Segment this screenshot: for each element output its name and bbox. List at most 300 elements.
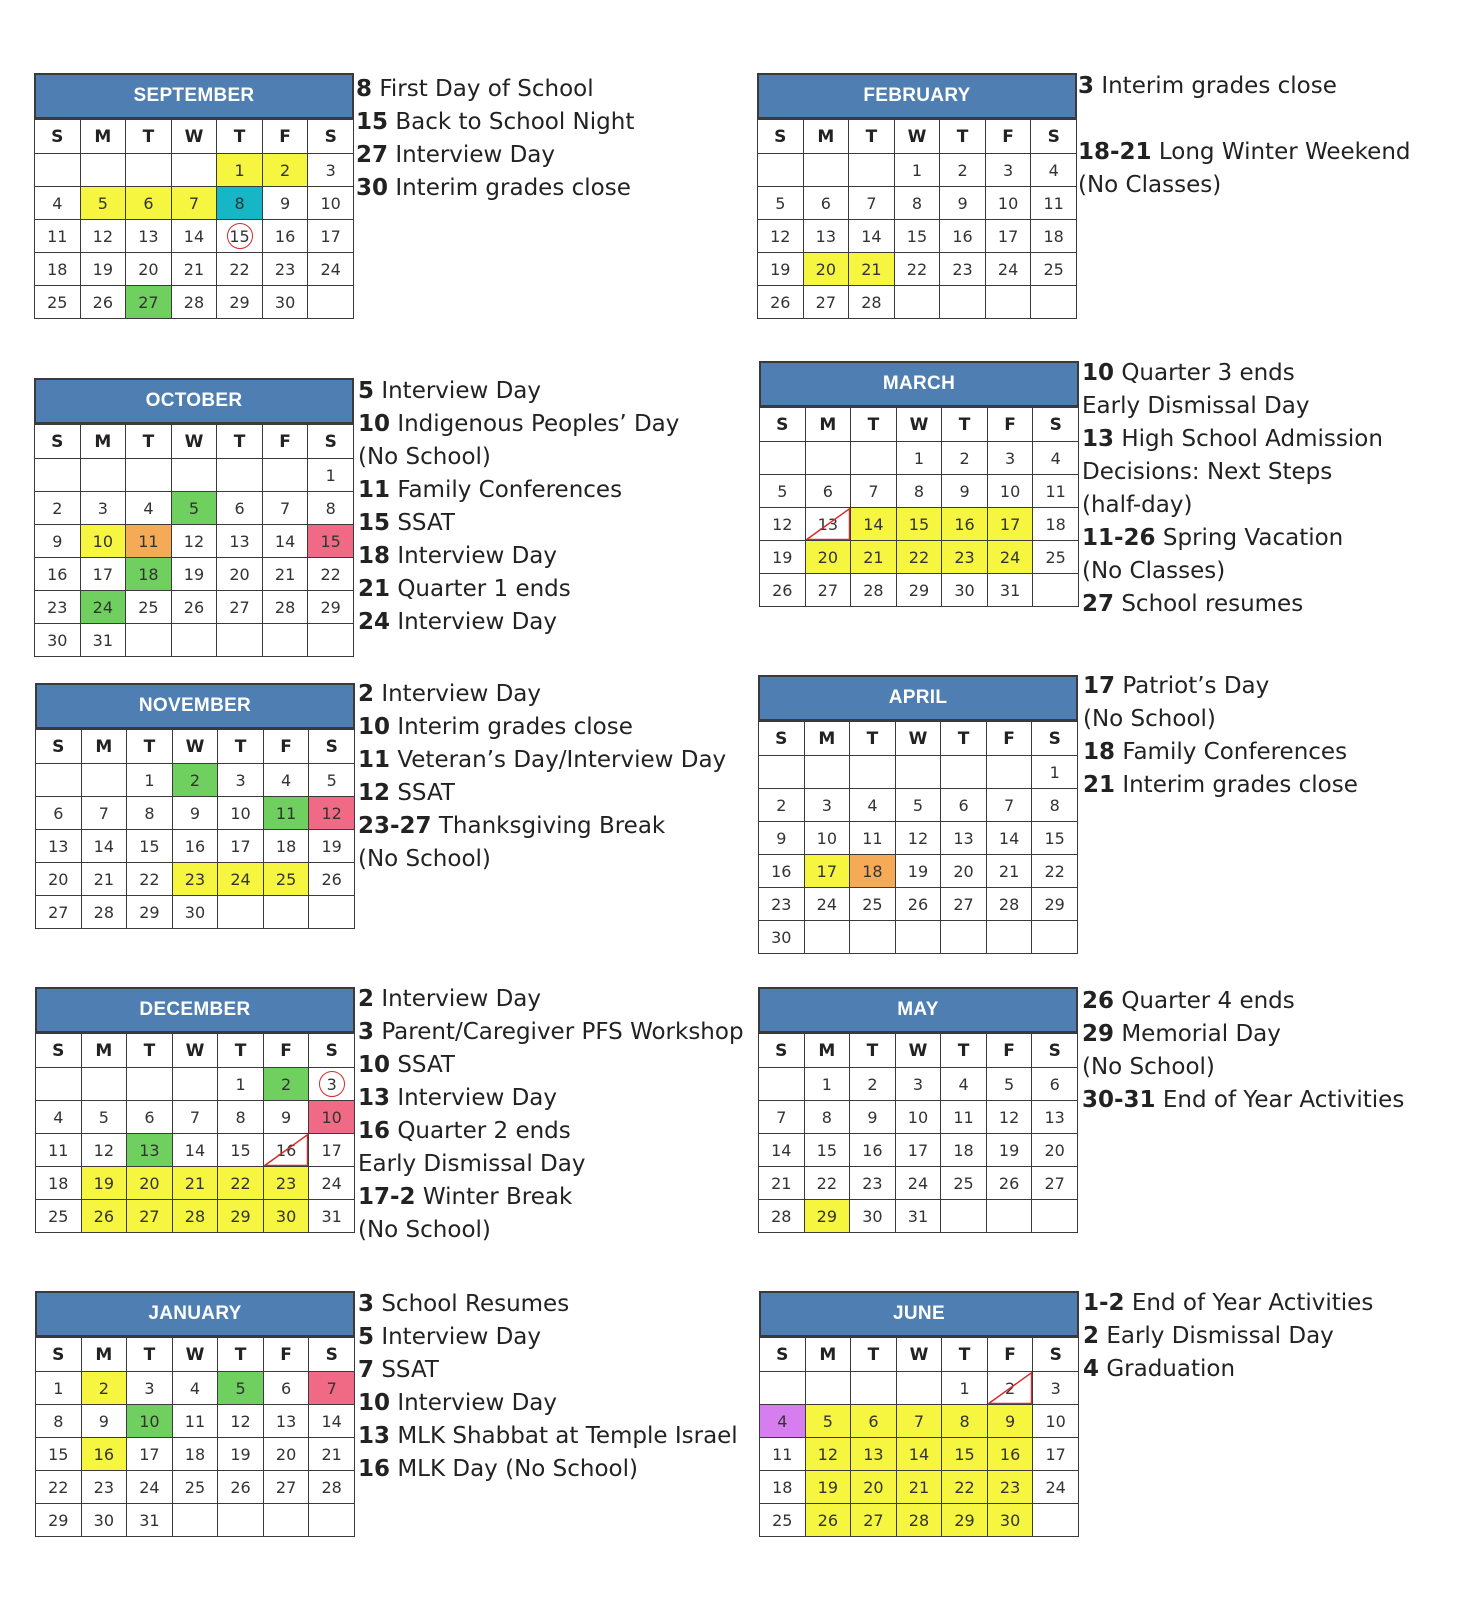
day-cell: 17	[309, 1134, 355, 1167]
event-description: MLK Shabbat at Temple Israel	[390, 1423, 738, 1449]
week-row	[36, 1504, 355, 1537]
empty-day-cell	[217, 624, 263, 657]
day-cell: 28	[849, 286, 895, 319]
day-cell: 16	[942, 508, 988, 541]
event-line	[358, 1181, 744, 1214]
event-date: 27	[1082, 591, 1115, 617]
event-line	[358, 1453, 738, 1486]
day-cell: 18	[126, 558, 172, 591]
day-cell: 2	[263, 1068, 309, 1101]
day-cell: 23	[987, 1471, 1033, 1504]
day-cell: 2	[850, 1068, 896, 1101]
weekday-header-row	[36, 1338, 355, 1372]
day-cell: 6	[803, 187, 849, 220]
event-description: School Resumes	[374, 1291, 570, 1317]
day-cell: 27	[805, 574, 851, 607]
events-november	[358, 678, 726, 876]
day-cell: 6	[851, 1405, 897, 1438]
day-cell: 30	[262, 286, 308, 319]
day-cell: 22	[894, 253, 940, 286]
week-row	[36, 1405, 355, 1438]
day-cell: 10	[804, 822, 850, 855]
event-date: 15	[356, 109, 389, 135]
empty-day-cell	[36, 764, 82, 797]
event-line	[358, 1420, 738, 1453]
event-date: 13	[358, 1085, 391, 1111]
day-cell: 19	[218, 1438, 264, 1471]
event-date: 16	[358, 1456, 391, 1482]
weekday-label: M	[804, 1034, 850, 1068]
day-cell: 11	[1033, 475, 1079, 508]
day-cell: 4	[35, 187, 81, 220]
month-title: NOVEMBER	[35, 683, 355, 729]
weekday-label: T	[127, 1034, 173, 1068]
day-cell: 26	[895, 888, 941, 921]
calendar-grid	[34, 119, 354, 319]
month-title: APRIL	[758, 675, 1078, 721]
event-date: 5	[358, 1324, 375, 1350]
week-row	[35, 624, 354, 657]
day-cell: 26	[80, 286, 126, 319]
day-cell: 14	[171, 220, 217, 253]
event-date: 10	[358, 411, 391, 437]
day-cell: 28	[309, 1471, 355, 1504]
weekday-label: T	[851, 1338, 897, 1372]
day-cell: 26	[309, 863, 355, 896]
event-date: 2	[1083, 1323, 1100, 1349]
day-cell: 21	[172, 1167, 218, 1200]
week-row	[760, 1372, 1079, 1405]
day-cell: 30	[987, 1504, 1033, 1537]
day-cell: 9	[35, 525, 81, 558]
weekday-label: F	[262, 425, 308, 459]
day-cell: 17	[985, 220, 1031, 253]
day-cell: 15	[36, 1438, 82, 1471]
day-cell: 14	[896, 1438, 942, 1471]
day-cell: 18	[850, 855, 896, 888]
month-february	[757, 73, 1077, 319]
weekday-label: W	[172, 1034, 218, 1068]
week-row	[35, 154, 354, 187]
week-row	[36, 1167, 355, 1200]
day-cell: 13	[263, 1405, 309, 1438]
event-date: 15	[358, 510, 391, 536]
day-cell: 27	[36, 896, 82, 929]
day-cell: 27	[127, 1200, 173, 1233]
event-date: 17	[1083, 673, 1116, 699]
calendar-grid	[35, 1033, 355, 1233]
weekday-label: W	[896, 1338, 942, 1372]
event-line	[358, 810, 726, 843]
day-cell: 9	[850, 1101, 896, 1134]
events-september	[356, 73, 634, 205]
day-cell: 24	[895, 1167, 941, 1200]
day-cell: 30	[81, 1504, 127, 1537]
empty-day-cell	[35, 154, 81, 187]
day-cell: 16	[759, 855, 805, 888]
event-description: End of Year Activities	[1155, 1087, 1405, 1113]
day-cell: 1	[942, 1372, 988, 1405]
day-cell: 20	[851, 1471, 897, 1504]
week-row	[758, 154, 1077, 187]
month-title: JANUARY	[35, 1291, 355, 1337]
event-line	[358, 744, 726, 777]
calendar-grid	[35, 729, 355, 929]
weekday-label: T	[217, 120, 263, 154]
day-cell: 10	[1033, 1405, 1079, 1438]
day-cell: 9	[81, 1405, 127, 1438]
day-cell: 16	[81, 1438, 127, 1471]
day-cell: 29	[308, 591, 354, 624]
weekday-label: M	[805, 408, 851, 442]
day-cell: 3	[218, 764, 264, 797]
day-cell: 22	[217, 253, 263, 286]
day-cell: 1	[804, 1068, 850, 1101]
day-cell: 3	[80, 492, 126, 525]
day-cell: 12	[758, 220, 804, 253]
weekday-header-row	[35, 425, 354, 459]
day-cell: 28	[896, 1504, 942, 1537]
weekday-label: S	[759, 1034, 805, 1068]
weekday-label: S	[759, 722, 805, 756]
day-cell: 15	[896, 508, 942, 541]
day-cell: 23	[759, 888, 805, 921]
empty-day-cell	[217, 459, 263, 492]
weekday-label: S	[35, 425, 81, 459]
day-cell: 19	[171, 558, 217, 591]
day-cell: 16	[172, 830, 218, 863]
events-january	[358, 1288, 738, 1486]
event-line	[358, 375, 679, 408]
day-cell: 23	[81, 1471, 127, 1504]
circled-day-number: 15	[227, 223, 253, 249]
week-row	[760, 1471, 1079, 1504]
empty-day-cell	[850, 756, 896, 789]
day-cell: 19	[758, 253, 804, 286]
day-cell: 21	[81, 863, 127, 896]
weekday-label: W	[172, 730, 218, 764]
event-description: (No Classes)	[1078, 172, 1222, 198]
event-date: 10	[1082, 360, 1115, 386]
event-description: Early Dismissal Day	[1082, 393, 1310, 419]
day-cell: 12	[986, 1101, 1032, 1134]
calendar-grid	[758, 721, 1078, 954]
week-row	[760, 1504, 1079, 1537]
weekday-label: M	[804, 722, 850, 756]
weekday-label: T	[850, 1034, 896, 1068]
day-cell: 4	[126, 492, 172, 525]
event-line	[1083, 769, 1358, 802]
event-date: 18	[358, 543, 391, 569]
day-cell: 30	[35, 624, 81, 657]
day-cell: 7	[309, 1372, 355, 1405]
week-row	[35, 286, 354, 319]
event-date: 2	[358, 986, 375, 1012]
day-cell: 13	[127, 1134, 173, 1167]
day-cell: 9	[940, 187, 986, 220]
day-cell: 24	[987, 541, 1033, 574]
event-line	[1082, 555, 1383, 588]
week-row	[36, 1372, 355, 1405]
event-line	[1078, 103, 1411, 136]
weekday-header-row	[35, 120, 354, 154]
day-cell: 20	[263, 1438, 309, 1471]
calendar-grid	[759, 1337, 1079, 1537]
week-row	[35, 591, 354, 624]
day-cell: 18	[760, 1471, 806, 1504]
month-january	[35, 1291, 355, 1537]
event-line	[356, 106, 634, 139]
day-cell: 18	[36, 1167, 82, 1200]
day-cell	[805, 508, 851, 541]
event-date: 2	[358, 681, 375, 707]
day-cell: 16	[987, 1438, 1033, 1471]
weekday-label: S	[1031, 120, 1077, 154]
events-april	[1083, 670, 1358, 802]
day-cell: 12	[218, 1405, 264, 1438]
day-cell: 31	[895, 1200, 941, 1233]
day-cell: 20	[805, 541, 851, 574]
event-line	[358, 777, 726, 810]
empty-day-cell	[171, 624, 217, 657]
day-cell: 4	[36, 1101, 82, 1134]
week-row	[760, 1405, 1079, 1438]
event-date: 3	[1078, 73, 1095, 99]
weekday-label: S	[1032, 1034, 1078, 1068]
event-description: Interim grades close	[388, 175, 631, 201]
empty-day-cell	[81, 764, 127, 797]
day-cell: 23	[850, 1167, 896, 1200]
event-line	[1082, 1018, 1404, 1051]
event-date: 11	[358, 477, 391, 503]
day-cell: 14	[849, 220, 895, 253]
week-row	[759, 1167, 1078, 1200]
day-cell: 16	[850, 1134, 896, 1167]
day-cell: 23	[940, 253, 986, 286]
day-cell: 26	[986, 1167, 1032, 1200]
day-cell: 19	[80, 253, 126, 286]
day-cell: 24	[804, 888, 850, 921]
day-cell	[217, 220, 263, 253]
day-cell: 13	[851, 1438, 897, 1471]
day-cell: 27	[126, 286, 172, 319]
day-cell: 25	[36, 1200, 82, 1233]
day-cell: 20	[126, 253, 172, 286]
week-row	[758, 187, 1077, 220]
event-date: 16	[358, 1118, 391, 1144]
weekday-label: S	[1032, 722, 1078, 756]
weekday-label: S	[36, 1034, 82, 1068]
day-cell: 24	[127, 1471, 173, 1504]
event-date: 7	[358, 1357, 375, 1383]
week-row	[36, 764, 355, 797]
day-cell: 11	[850, 822, 896, 855]
month-title: OCTOBER	[34, 378, 354, 424]
day-cell: 13	[217, 525, 263, 558]
weekday-label: M	[805, 1338, 851, 1372]
day-cell: 3	[895, 1068, 941, 1101]
weekday-label: T	[218, 730, 264, 764]
empty-day-cell	[804, 756, 850, 789]
weekday-header-row	[759, 722, 1078, 756]
day-cell: 22	[218, 1167, 264, 1200]
event-line	[358, 1049, 744, 1082]
event-description: Interim grades close	[1094, 73, 1337, 99]
day-cell: 2	[172, 764, 218, 797]
day-cell: 29	[1032, 888, 1078, 921]
empty-day-cell	[35, 459, 81, 492]
day-cell: 19	[309, 830, 355, 863]
week-row	[760, 442, 1079, 475]
empty-day-cell	[1031, 286, 1077, 319]
events-may	[1082, 985, 1404, 1117]
day-cell: 19	[986, 1134, 1032, 1167]
event-date: 18-21	[1078, 139, 1152, 165]
weekday-label: T	[217, 425, 263, 459]
event-date: 1-2	[1083, 1290, 1125, 1316]
weekday-header-row	[36, 1034, 355, 1068]
day-cell: 28	[759, 1200, 805, 1233]
event-line	[358, 474, 679, 507]
event-line	[358, 1082, 744, 1115]
day-cell: 7	[896, 1405, 942, 1438]
day-cell: 1	[1032, 756, 1078, 789]
event-line	[358, 1288, 738, 1321]
week-row	[759, 1101, 1078, 1134]
event-date: 10	[358, 1052, 391, 1078]
event-description: School resumes	[1114, 591, 1304, 617]
day-cell: 24	[985, 253, 1031, 286]
day-cell: 3	[804, 789, 850, 822]
day-cell: 12	[80, 220, 126, 253]
day-cell: 30	[759, 921, 805, 954]
day-cell: 27	[851, 1504, 897, 1537]
weekday-label: F	[262, 120, 308, 154]
day-cell: 22	[36, 1471, 82, 1504]
event-description: Interview Day	[390, 609, 558, 635]
day-cell: 10	[308, 187, 354, 220]
day-cell: 9	[172, 797, 218, 830]
event-description: Interview Day	[388, 142, 556, 168]
event-line	[1083, 736, 1358, 769]
empty-day-cell	[804, 921, 850, 954]
event-description: End of Year Activities	[1124, 1290, 1374, 1316]
event-description: Patriot’s Day	[1115, 673, 1270, 699]
event-line	[358, 1148, 744, 1181]
day-cell: 22	[804, 1167, 850, 1200]
event-description: SSAT	[390, 780, 455, 806]
event-description: (No School)	[358, 1217, 491, 1243]
day-cell: 25	[35, 286, 81, 319]
weekday-label: T	[127, 1338, 173, 1372]
event-date: 24	[358, 609, 391, 635]
month-october	[34, 378, 354, 657]
event-date: 18	[1083, 739, 1116, 765]
weekday-label: S	[758, 120, 804, 154]
day-cell: 27	[263, 1471, 309, 1504]
weekday-label: F	[263, 730, 309, 764]
day-cell: 25	[263, 863, 309, 896]
weekday-label: S	[308, 120, 354, 154]
event-line	[358, 1016, 744, 1049]
month-title: SEPTEMBER	[34, 73, 354, 119]
event-description: Quarter 2 ends	[390, 1118, 571, 1144]
weekday-label: F	[986, 1034, 1032, 1068]
day-cell: 17	[308, 220, 354, 253]
empty-day-cell	[172, 1068, 218, 1101]
event-line	[1082, 390, 1383, 423]
day-cell: 5	[758, 187, 804, 220]
weekday-header-row	[760, 408, 1079, 442]
day-cell: 15	[942, 1438, 988, 1471]
empty-day-cell	[896, 1372, 942, 1405]
day-cell: 21	[986, 855, 1032, 888]
day-cell: 23	[263, 1167, 309, 1200]
day-cell: 2	[759, 789, 805, 822]
day-cell: 7	[171, 187, 217, 220]
event-line	[1078, 169, 1411, 202]
week-row	[759, 855, 1078, 888]
month-december	[35, 987, 355, 1233]
empty-day-cell	[759, 1068, 805, 1101]
day-cell: 6	[127, 1101, 173, 1134]
day-cell: 8	[36, 1405, 82, 1438]
event-description: Family Conferences	[390, 477, 623, 503]
day-cell: 8	[217, 187, 263, 220]
day-cell: 1	[308, 459, 354, 492]
month-may	[758, 987, 1078, 1233]
day-cell: 14	[309, 1405, 355, 1438]
event-line	[1083, 703, 1358, 736]
week-row	[36, 1134, 355, 1167]
day-cell: 15	[1032, 822, 1078, 855]
calendar-grid	[759, 407, 1079, 607]
day-cell: 31	[309, 1200, 355, 1233]
day-cell: 26	[81, 1200, 127, 1233]
day-cell: 24	[80, 591, 126, 624]
day-cell: 11	[35, 220, 81, 253]
event-line	[1082, 423, 1383, 456]
day-cell: 28	[986, 888, 1032, 921]
day-cell: 29	[127, 896, 173, 929]
weekday-label: T	[942, 408, 988, 442]
day-cell: 17	[1033, 1438, 1079, 1471]
week-row	[760, 475, 1079, 508]
event-description: High School Admission	[1114, 426, 1383, 452]
month-april	[758, 675, 1078, 954]
weekday-label: S	[36, 1338, 82, 1372]
day-cell: 8	[804, 1101, 850, 1134]
day-cell: 2	[940, 154, 986, 187]
day-cell: 13	[1032, 1101, 1078, 1134]
day-cell: 27	[803, 286, 849, 319]
empty-day-cell	[308, 286, 354, 319]
calendar-grid	[757, 119, 1077, 319]
day-cell: 5	[218, 1372, 264, 1405]
event-description: Quarter 3 ends	[1114, 360, 1295, 386]
month-title: MAY	[758, 987, 1078, 1033]
day-cell: 5	[81, 1101, 127, 1134]
empty-day-cell	[940, 286, 986, 319]
day-cell: 30	[942, 574, 988, 607]
week-row	[36, 896, 355, 929]
day-cell: 25	[760, 1504, 806, 1537]
day-cell: 29	[218, 1200, 264, 1233]
event-date: 10	[358, 1390, 391, 1416]
day-cell: 23	[262, 253, 308, 286]
day-cell: 31	[987, 574, 1033, 607]
event-description: (half-day)	[1082, 492, 1193, 518]
